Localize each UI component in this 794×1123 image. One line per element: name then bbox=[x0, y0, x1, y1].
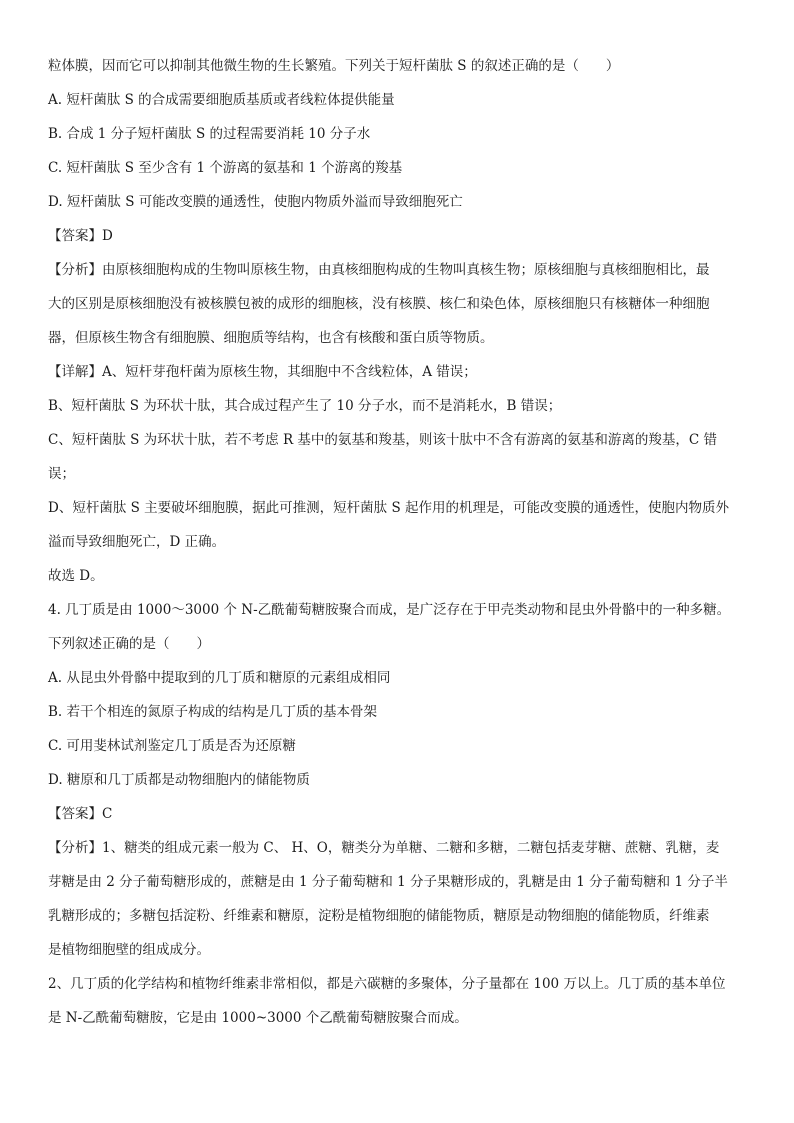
page-content bbox=[48, 56, 748, 1028]
q4-stem-line: 下列叙述正确的是（ ） bbox=[48, 636, 210, 652]
q4-analysis bbox=[48, 838, 748, 1028]
q4-answer: 【答案】C bbox=[48, 806, 113, 822]
q4-option-a: A. 从昆虫外骨骼中提取到的几丁质和糖原的元素组成相同 bbox=[48, 670, 391, 686]
q4-stem bbox=[48, 600, 748, 654]
q3-option-c: C. 短杆菌肽 S 至少含有 1 个游离的氨基和 1 个游离的羧基 bbox=[48, 160, 403, 176]
q4-analysis-line: 【分析】1、糖类的组成元素一般为 C、 H、O，糖类分为单糖、二糖和多糖，二糖包括麦芽糖、蔗糖、乳糖，麦 bbox=[48, 840, 720, 856]
q3-detail-line: 溢而导致细胞死亡，D 正确。 bbox=[48, 534, 226, 550]
q3-option-a: A. 短杆菌肽 S 的合成需要细胞质基质或者线粒体提供能量 bbox=[48, 92, 395, 108]
q3-option-b: B. 合成 1 分子短杆菌肽 S 的过程需要消耗 10 分子水 bbox=[48, 126, 371, 142]
q3-analysis bbox=[48, 260, 748, 348]
q3-analysis-line: 大的区别是原核细胞没有被核膜包被的成形的细胞核，没有核膜、核仁和染色体，原核细胞只有核糖体一种细胞 bbox=[48, 296, 710, 312]
q4-stem-line: 4. 几丁质是由 1000～3000 个 N-乙酰葡萄糖胺聚合而成，是广泛存在于甲壳类动物和昆虫外骨骼中的一种多糖。 bbox=[48, 602, 731, 618]
q3-detail-line: 误； bbox=[48, 466, 75, 482]
q4-options bbox=[48, 668, 748, 790]
q3-analysis-line: 器，但原核生物含有细胞膜、细胞质等结构，也含有核酸和蛋白质等物质。 bbox=[48, 330, 494, 346]
q3-option-d: D. 短杆菌肽 S 可能改变膜的通透性，使胞内物质外溢而导致细胞死亡 bbox=[48, 194, 463, 210]
q4-option-c: C. 可用斐林试剂鉴定几丁质是否为还原糖 bbox=[48, 738, 296, 754]
q4-analysis-line: 是 N-乙酰葡萄糖胺，它是由 1000~3000 个乙酰葡萄糖胺聚合而成。 bbox=[48, 1010, 468, 1026]
q4-analysis-line: 芽糖是由 2 分子葡萄糖形成的，蔗糖是由 1 分子葡萄糖和 1 分子果糖形成的，乳糖是由 1 分子葡萄糖和 1 分子半 bbox=[48, 874, 728, 890]
q3-stem-tail: 粒体膜，因而它可以抑制其他微生物的生长繁殖。下列关于短杆菌肽 S 的叙述正确的是（ ） bbox=[48, 58, 620, 74]
q3-analysis-line: 【分析】由原核细胞构成的生物叫原核生物，由真核细胞构成的生物叫真核生物；原核细胞与真核细胞相比，最 bbox=[48, 262, 710, 278]
q4-option-d: D. 糖原和几丁质都是动物细胞内的储能物质 bbox=[48, 772, 310, 788]
q3-conclusion: 故选 D。 bbox=[48, 568, 104, 584]
q3-options bbox=[48, 90, 748, 212]
q3-detail-line: C、短杆菌肽 S 为环状十肽，若不考虑 R 基中的氨基和羧基，则该十肽中不含有游离的氨基和游离的羧基，C 错 bbox=[48, 432, 718, 448]
q3-answer: 【答案】D bbox=[48, 228, 113, 244]
q4-analysis-line: 乳糖形成的；多糖包括淀粉、纤维素和糖原，淀粉是植物细胞的储能物质，糖原是动物细胞的储能物质，纤维素 bbox=[48, 908, 710, 924]
q4-option-b: B. 若干个相连的氮原子构成的结构是几丁质的基本骨架 bbox=[48, 704, 378, 720]
q4-analysis-line: 是植物细胞壁的组成成分。 bbox=[48, 942, 210, 958]
q4-analysis-line: 2、几丁质的化学结构和植物纤维素非常相似，都是六碳糖的多聚体，分子量都在 100 万以上。几丁质的基本单位 bbox=[48, 976, 726, 992]
q3-detail-line: B、短杆菌肽 S 为环状十肽，其合成过程产生了 10 分子水，而不是消耗水，B 错误； bbox=[48, 398, 562, 414]
q3-detail-line: D、短杆菌肽 S 主要破坏细胞膜，据此可推测，短杆菌肽 S 起作用的机理是，可能改变膜的通透性，使胞内物质外 bbox=[48, 500, 729, 516]
q3-detail bbox=[48, 362, 748, 586]
q3-detail-line: 【详解】A、短杆芽孢杆菌为原核生物，其细胞中不含线粒体，A 错误； bbox=[48, 364, 477, 380]
